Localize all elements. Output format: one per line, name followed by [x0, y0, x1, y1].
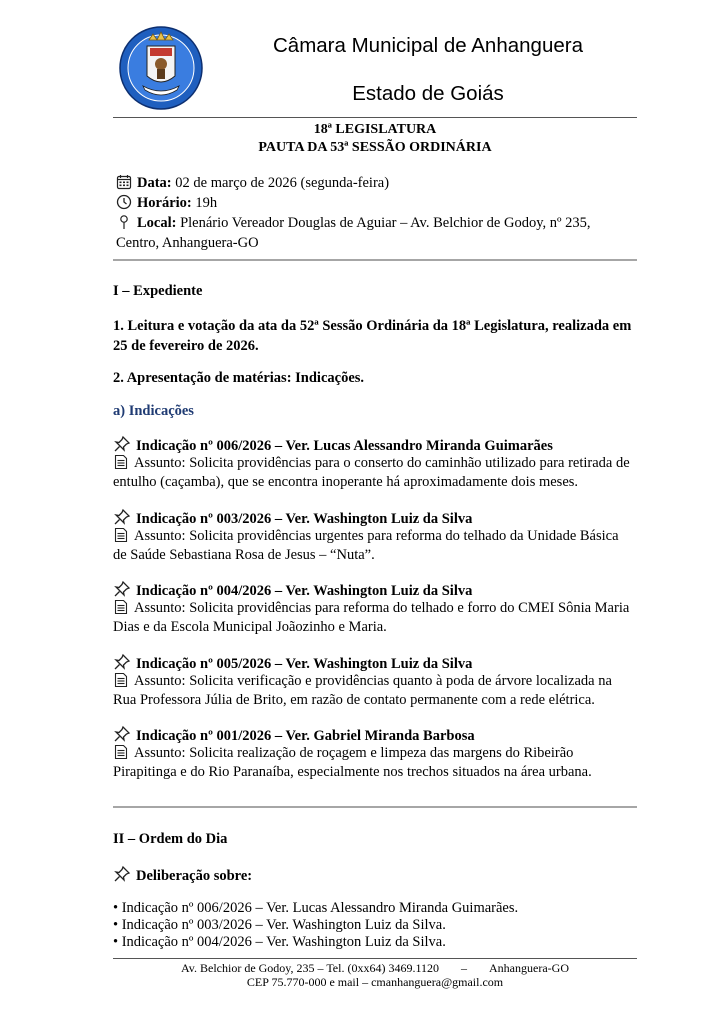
time-value: 19h: [195, 195, 218, 211]
place-value-line1: Plenário Vereador Douglas de Aguiar – Av. Belchior de Godoy, nº 235,: [180, 215, 591, 231]
expediente-item-1: [113, 316, 643, 356]
indicacao-subject: [113, 454, 643, 492]
document-icon: [113, 744, 129, 760]
header-divider: [113, 117, 637, 118]
indicacao-subject-line1: Assunto: Solicita verificação e providências quanto à poda de árvore localizada na: [134, 673, 612, 689]
footer-address-text: Av. Belchior de Godoy, 235 – Tel. (0xx64) 3469.1120: [181, 961, 440, 975]
expediente-item-2: 2. Apresentação de matérias: Indicações.: [113, 370, 365, 386]
indicacao-subject: [113, 744, 643, 782]
indicacao-subject-line2: entulho (caçamba), que se encontra inoperante há aproximadamente dois meses.: [113, 474, 579, 490]
location-pin-icon: [116, 214, 132, 230]
indicacao-title: [113, 435, 653, 456]
institution-name: Câmara Municipal de Anhanguera: [273, 34, 583, 57]
indicacao-subject-line2: de Saúde Sebastiana Rosa de Jesus – “Nuta”.: [113, 547, 375, 563]
indicacao-subject-line1: Assunto: Solicita providências urgentes para reforma do telhado da Unidade Básica: [134, 528, 619, 544]
indicacao-subject: [113, 599, 643, 637]
indicacao-subject: [113, 672, 643, 710]
pushpin-icon: [113, 653, 131, 671]
clock-icon: [116, 194, 132, 210]
indicacao-title-text: Indicação nº 006/2026 – Ver. Lucas Alessandro Miranda Guimarães: [136, 438, 553, 454]
municipal-coat-of-arms-icon: [119, 26, 203, 110]
list-item: • Indicação nº 004/2026 – Ver. Washington Luiz da Silva.: [113, 934, 446, 950]
footer-dash: –: [461, 961, 468, 975]
indicacao-subject-line1: Assunto: Solicita providências para reforma do telhado e forro do CMEI Sônia Maria: [134, 600, 630, 616]
place-label: Local:: [137, 215, 177, 231]
indicacao-title: [113, 725, 653, 746]
indicacao-subject-line2: Pirapitinga e do Rio Paranaíba, especialmente nos trechos situados na área urbana.: [113, 764, 592, 780]
pushpin-icon: [113, 508, 131, 526]
pushpin-icon: [113, 865, 131, 883]
state-name: Estado de Goiás: [352, 82, 504, 105]
session-time: [116, 193, 646, 213]
deliberation-heading-text: Deliberação sobre:: [136, 868, 253, 884]
legislature-title: 18ª LEGISLATURA: [313, 122, 437, 137]
agenda-heading: [113, 121, 637, 157]
pushpin-icon: [113, 435, 131, 453]
session-location: [116, 213, 646, 253]
deliberation-list: [113, 900, 643, 951]
agenda-title: PAUTA DA 53ª SESSÃO ORDINÁRIA: [258, 140, 492, 155]
footer-city: Anhanguera-GO: [489, 961, 569, 975]
list-item: • Indicação nº 003/2026 – Ver. Washington Luiz da Silva.: [113, 917, 446, 933]
indicacao-subject-line1: Assunto: Solicita providências para o conserto do caminhão utilizado para retirada de: [134, 455, 630, 471]
indicacao-title: [113, 653, 653, 674]
document-icon: [113, 454, 129, 470]
time-label: Horário:: [137, 195, 192, 211]
list-item: • Indicação nº 006/2026 – Ver. Lucas Alessandro Miranda Guimarães.: [113, 900, 519, 916]
section-divider: [113, 259, 637, 261]
section-ordem-do-dia-title: II – Ordem do Dia: [113, 831, 228, 847]
deliberation-heading: [113, 865, 653, 886]
footer-divider: [113, 958, 637, 959]
indicacao-subject-line2: Rua Professora Júlia de Brito, em razão de contato permanente com a rede elétrica.: [113, 692, 595, 708]
place-value-line2: Centro, Anhanguera-GO: [116, 235, 259, 251]
document-icon: [113, 527, 129, 543]
indicacao-subject: [113, 527, 643, 565]
indicacao-subject-line1: Assunto: Solicita realização de roçagem e limpeza das margens do Ribeirão: [134, 745, 574, 761]
date-value: 02 de março de 2026 (segunda-feira): [175, 175, 390, 191]
indicacao-title-text: Indicação nº 003/2026 – Ver. Washington Luiz da Silva: [136, 511, 473, 527]
date-label: Data:: [137, 175, 172, 191]
indicacoes-subheading: a) Indicações: [113, 403, 194, 419]
expediente-item-1-line2: 25 de fevereiro de 2026.: [113, 338, 259, 354]
indicacao-title: [113, 508, 653, 529]
section-expediente-title: I – Expediente: [113, 283, 203, 299]
section-divider: [113, 806, 637, 808]
indicacao-subject-line2: Dias e da Escola Municipal Joãozinho e Maria.: [113, 619, 387, 635]
footer-contact: CEP 75.770-000 e mail – cmanhanguera@gmail.com: [246, 975, 504, 989]
document-icon: [113, 672, 129, 688]
indicacao-title: [113, 580, 653, 601]
indicacao-title-text: Indicação nº 001/2026 – Ver. Gabriel Miranda Barbosa: [136, 728, 475, 744]
pushpin-icon: [113, 725, 131, 743]
document-icon: [113, 599, 129, 615]
indicacao-title-text: Indicação nº 004/2026 – Ver. Washington Luiz da Silva: [136, 583, 473, 599]
pushpin-icon: [113, 580, 131, 598]
expediente-item-1-line1: 1. Leitura e votação da ata da 52ª Sessão Ordinária da 18ª Legislatura, realizada em: [113, 318, 632, 334]
indicacao-title-text: Indicação nº 005/2026 – Ver. Washington Luiz da Silva: [136, 656, 473, 672]
session-date: [116, 173, 646, 193]
footer-address: [113, 961, 637, 975]
calendar-icon: [116, 174, 132, 190]
